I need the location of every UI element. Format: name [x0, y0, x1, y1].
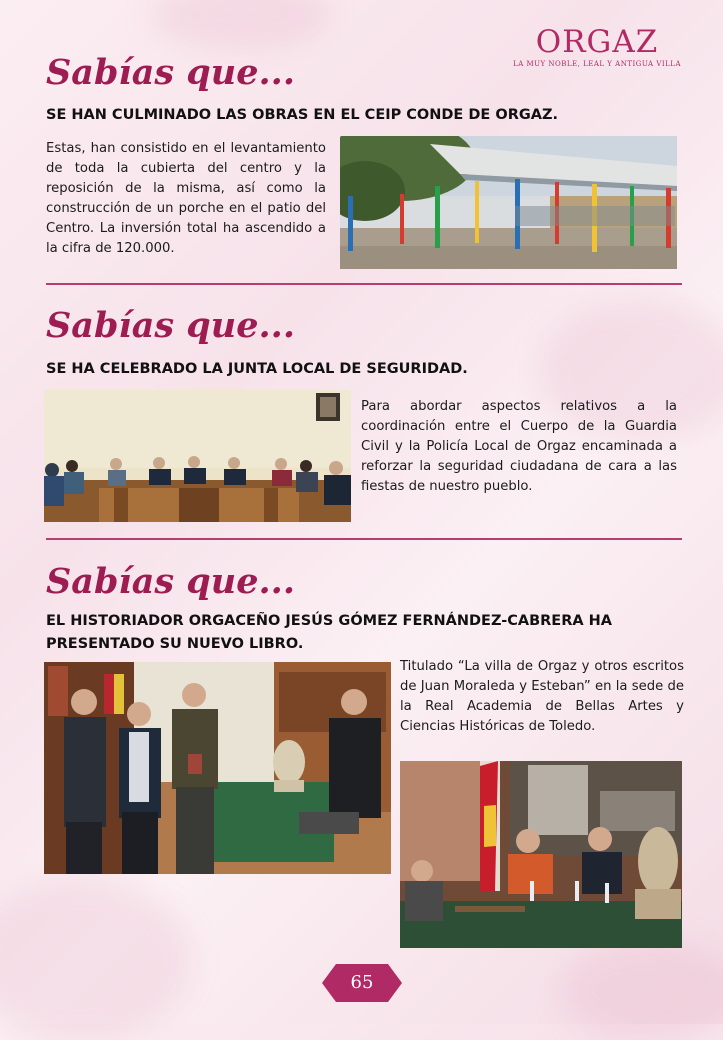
- section-headline: EL HISTORIADOR ORGACEÑO JESÚS GÓMEZ FERNÁNDEZ-CABRERA HA PRESENTADO SU NUEVO LIBRO.: [46, 613, 613, 652]
- section-kicker: Sabías que...: [46, 52, 296, 93]
- orgaz-logo: [513, 26, 681, 68]
- section-body: Para abordar aspectos relativos a la coordinación entre el Cuerpo de la Guardia Civil y la Policía Local de Orgaz encaminada a reforzar la seguridad ciudadana de cara a las fiestas de nuestro pueblo.: [361, 399, 677, 494]
- section-kicker: Sabías que...: [46, 561, 296, 602]
- school-porch-photo: [340, 136, 677, 269]
- section-divider: [46, 283, 682, 285]
- section-body: Estas, han consistido en el levantamiento de toda la cubierta del centro y la reposición de la misma, así como la construcción de un porche en el patio del Centro. La inversión total ha ascendido a la cifra de 120.000.: [46, 141, 326, 256]
- page-number: 65: [350, 972, 374, 993]
- section-headline: SE HA CELEBRADO LA JUNTA LOCAL DE SEGURIDAD.: [46, 361, 468, 377]
- logo-subtitle: LA MUY NOBLE, LEAL Y ANTIGUA VILLA: [513, 60, 681, 68]
- security-meeting-photo: [44, 390, 351, 522]
- section-headline: SE HAN CULMINADO LAS OBRAS EN EL CEIP CONDE DE ORGAZ.: [46, 107, 559, 123]
- background-stain: [0, 880, 190, 1040]
- book-presentation-panel-photo: [400, 761, 682, 948]
- section-kicker: Sabías que...: [46, 305, 296, 346]
- book-presentation-photo: [44, 662, 391, 874]
- background-stain: [150, 0, 330, 50]
- background-stain: [560, 940, 723, 1040]
- section-body: Titulado “La villa de Orgaz y otros escritos de Juan Moraleda y Esteban” en la sede de la Real Academia de Bellas Artes y Ciencias Históricas de Toledo.: [400, 659, 684, 734]
- page-number-badge: [322, 964, 402, 1002]
- section-divider: [46, 538, 682, 540]
- logo-wordmark: ORGAZ: [535, 24, 659, 60]
